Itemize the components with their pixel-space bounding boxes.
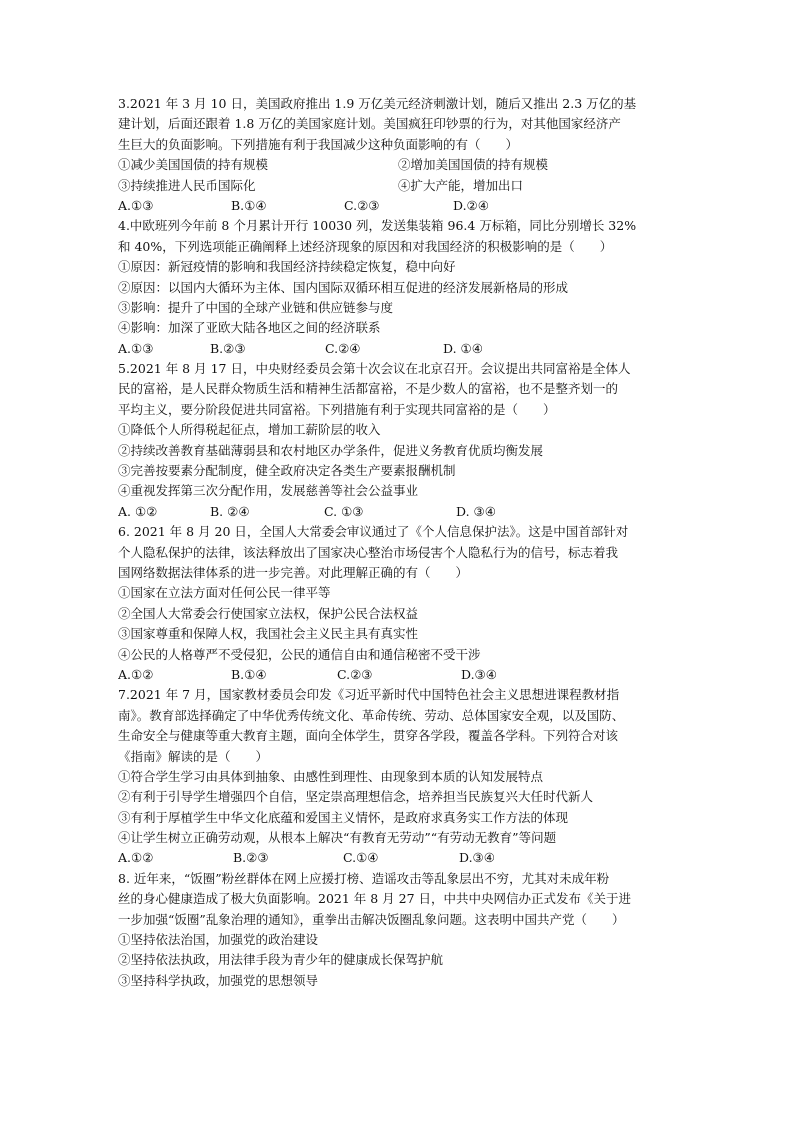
statement-item: ④让学生树立正确劳动观，从根本上解决“有教育无劳动”“有劳动无教育”等问题: [118, 830, 557, 846]
answer-option-c: C.①④: [343, 850, 379, 866]
statement-item: ①减少美国国债的持有规模: [118, 157, 269, 173]
question-stem-line: 6. 2021 年 8 月 20 日，全国人大常委会审议通过了《个人信息保护法》。这是中国首部针对: [118, 524, 629, 540]
statement-row: [118, 176, 678, 196]
question-stem-line: 一步加强“饭圈”乱象治理的通知》，重拳出击解决饭圈乱象问题。这表明中国共产党（ ）: [118, 911, 625, 927]
question-stem-line: 平均主义，要分阶段促进共同富裕。下列措施有利于实现共同富裕的是（ ）: [118, 401, 556, 417]
question-stem-line: 《指南》解读的是（ ）: [118, 748, 269, 764]
question-8: [118, 869, 678, 991]
answer-option-a: A.①②: [118, 666, 154, 682]
answer-options: [118, 502, 678, 522]
answer-option-d: D.②④: [453, 197, 489, 213]
statement-item: ④重视发挥第三次分配作用，发展慈善等社会公益事业: [118, 483, 419, 499]
statement-item: ②原因：以国内大循环为主体、国内国际双循环相互促进的经济发展新格局的形成: [118, 279, 569, 295]
statement-item: ③影响：提升了中国的全球产业链和供应链参与度: [118, 299, 394, 315]
answer-option-b: B.①④: [231, 197, 267, 213]
answer-option-c: C.②③: [337, 666, 373, 682]
answer-option-b: B. ②④: [210, 503, 250, 519]
statement-item: ④影响：加深了亚欧大陆各地区之间的经济联系: [118, 320, 381, 336]
statement-item: ①坚持依法治国，加强党的政治建设: [118, 932, 319, 948]
answer-option-d: D. ①④: [443, 340, 483, 356]
answer-option-b: B.①④: [231, 666, 267, 682]
answer-option-b: B.②③: [233, 850, 269, 866]
question-stem-line: 3.2021 年 3 月 10 日，美国政府推出 1.9 万亿美元经济刺激计划，随后又推出 2.3 万亿的基: [118, 96, 637, 111]
statement-item: ①国家在立法方面对任何公民一律平等: [118, 585, 331, 601]
answer-option-b: B.②③: [210, 340, 246, 356]
answer-option-c: C.②③: [344, 197, 380, 213]
statement-item: ③国家尊重和保障人权，我国社会主义民主具有真实性: [118, 626, 419, 642]
statement-item: ④扩大产能，增加出口: [398, 177, 524, 193]
answer-option-d: D.③④: [459, 850, 495, 866]
statement-item: ③有利于厚植学生中华文化底蕴和爱国主义情怀，是政府求真务实工作方法的体现: [118, 809, 569, 825]
statement-item: ①符合学生学习由具体到抽象、由感性到理性、由现象到本质的认知发展特点: [118, 768, 544, 784]
answer-option-d: D. ③④: [456, 503, 496, 519]
question-stem-line: 和 40%，下列选项能正确阐释上述经济现象的原因和对我国经济的积极影响的是（ ）: [118, 238, 613, 254]
answer-option-a: A. ①②: [118, 503, 158, 519]
question-stem-line: 丝的身心健康造成了极大负面影响。2021 年 8 月 27 日，中共中央网信办正式发布《关于进: [118, 891, 632, 907]
answer-option-a: A.①②: [118, 850, 154, 866]
statement-item: ②坚持依法执政，用法律手段为青少年的健康成长保驾护航: [118, 952, 444, 968]
question-5: [118, 359, 678, 522]
statement-item: ①原因：新冠疫情的影响和我国经济持续稳定恢复，稳中向好: [118, 259, 456, 275]
question-stem-line: 南》。教育部选择确定了中华优秀传统文化、革命传统、劳动、总体国家安全观，以及国防、: [118, 707, 625, 723]
question-6: [118, 522, 678, 685]
question-stem-line: 国网络数据法律体系的进一步完善。对此理解正确的有（ ）: [118, 564, 469, 580]
question-stem-line: 建计划，后面还跟着 1.8 万亿的美国家庭计划。美国疯狂印钞票的行为，对其他国家经济产: [118, 116, 621, 132]
question-stem-line: 民的富裕，是人民群众物质生活和精神生活都富裕，不是少数人的富裕，也不是整齐划一的: [118, 381, 619, 397]
answer-options: [118, 848, 678, 868]
answer-options: [118, 339, 678, 359]
answer-option-a: A.①③: [118, 340, 154, 356]
question-stem-line: 8. 近年来，“饭圈”粉丝群体在网上应援打榜、造谣攻击等乱象层出不穷，尤其对未成年粉: [118, 870, 610, 886]
statement-item: ①降低个人所得税起征点，增加工薪阶层的收入: [118, 422, 381, 438]
statement-item: ②持续改善教育基础薄弱县和农村地区办学条件，促进义务教育优质均衡发展: [118, 442, 544, 458]
question-7: [118, 685, 678, 869]
answer-option-c: C.②④: [325, 340, 361, 356]
answer-option-c: C. ①③: [324, 503, 364, 519]
question-stem-line: 4.中欧班列今年前 8 个月累计开行 10030 列，发送集装箱 96.4 万标箱，同比分别增长 32%: [118, 218, 637, 234]
statement-item: ③持续推进人民币国际化: [118, 177, 256, 193]
answer-options: [118, 665, 678, 685]
answer-options: [118, 196, 678, 216]
statement-item: ④公民的人格尊严不受侵犯，公民的通信自由和通信秘密不受干涉: [118, 646, 481, 662]
question-stem-line: 7.2021 年 7 月，国家教材委员会印发《习近平新时代中国特色社会主义思想进课程教材指: [118, 687, 620, 703]
statement-item: ②增加美国国债的持有规模: [398, 157, 549, 173]
statement-item: ②有利于引导学生增强四个自信，坚定崇高理想信念，培养担当民族复兴大任时代新人: [118, 789, 594, 805]
statement-item: ③完善按要素分配制度，健全政府决定各类生产要素报酬机制: [118, 463, 456, 479]
question-3: [118, 94, 678, 216]
answer-option-a: A.①③: [118, 197, 154, 213]
question-list: [118, 94, 678, 991]
statement-row: [118, 155, 678, 175]
question-stem-line: 5.2021 年 8 月 17 日，中央财经委员会第十次会议在北京召开。会议提出共同富裕是全体人: [118, 361, 631, 377]
statement-item: ③坚持科学执政，加强党的思想领导: [118, 972, 319, 988]
statement-item: ②全国人大常委会行使国家立法权，保护公民合法权益: [118, 605, 419, 621]
question-stem-line: 生巨大的负面影响。下列措施有利于我国减少这种负面影响的有（ ）: [118, 136, 519, 152]
question-stem-line: 个人隐私保护的法律，该法释放出了国家决心整治市场侵害个人隐私行为的信号，标志着我: [118, 544, 619, 560]
answer-option-d: D.③④: [461, 666, 497, 682]
question-stem-line: 生命安全与健康等重大教育主题，面向全体学生，贯穿各学段，覆盖各学科。下列符合对该: [118, 728, 619, 744]
question-4: [118, 216, 678, 359]
